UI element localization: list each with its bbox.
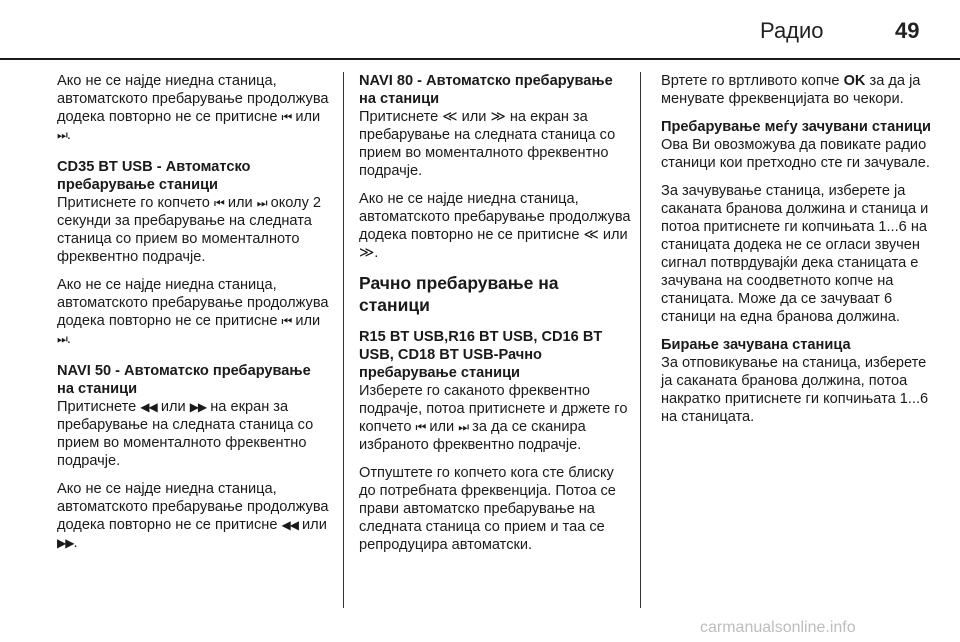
prev-icon: ⏮ [415, 420, 426, 434]
subheading: Пребарување меѓу зачувани станици [661, 119, 931, 135]
column-divider [343, 72, 344, 608]
section-heading: Рачно пребарување на станици [359, 273, 559, 315]
paragraph: За зачувување станица, изберете ја саканата бранова должина и станица и потоа притиснете ги копчињата 1...6 на станицата додека не се огласи звучен сигнал потврдувајќи дека станицата е зачувана на соодветното копче на станицата. Може да се зачуваат 6 станици на една бранова должина. [661, 183, 929, 325]
next-icon: ⏭ [57, 128, 67, 142]
prev-icon: ⏮ [281, 110, 292, 124]
page-title: Радио [760, 18, 824, 43]
paragraph: Отпуштете го копчето кога сте блиску до потребната фреквенција. Потоа се прави автоматско пребарување на следната станица со прием и таа се репродуцира автоматски. [359, 465, 616, 553]
column-right [661, 72, 937, 436]
paragraph: За отповикување на станица, изберете ја саканата бранова должина, потоа накратко притиснете ги копчињата 1...6 на станицата. [661, 355, 929, 425]
forward-icon: ▶▶ [189, 400, 207, 414]
column-divider [640, 72, 641, 608]
double-right-icon: ≫ [490, 109, 506, 125]
paragraph: Притиснете го копчето ⏮ или ⏭ околу 2 секунди за пребарување на следната станица со прием во моменталното фреквентно подрачје. [57, 195, 322, 265]
double-left-icon: ≪ [583, 227, 599, 243]
watermark: carmanualsonline.info [700, 619, 856, 636]
rewind-icon: ◀◀ [140, 400, 157, 414]
paragraph: Ова Ви овозможува да повикате радио станици кои претходно сте ги зачувале. [661, 137, 930, 171]
prev-icon: ⏮ [213, 196, 224, 210]
column-middle [359, 72, 631, 564]
forward-icon: ▶▶ [57, 536, 74, 550]
subheading: R15 BT USB,R16 BT USB, CD16 BT USB, CD18 BT USB-Рачно пребарување станици [359, 329, 603, 381]
paragraph: Изберете го саканото фреквентно подрачје, потоа притиснете и држете го копчето ⏮ или ⏭ за да се сканира избраното фреквентно подрачје. [359, 383, 628, 453]
paragraph: Ако не се најде ниедна станица, автоматското пребарување продолжува додека повторно не се притисне ≪ или ≫. [359, 191, 631, 261]
paragraph: Притиснете ◀◀ или ▶▶ на екран за пребарување на следната станица со прием во моменталното фреквентно подрачје. [57, 399, 314, 469]
subheading: CD35 BT USB - Автоматско пребарување станици [57, 159, 251, 193]
paragraph: Притиснете ≪ или ≫ на екран за пребарување на следната станица со прием во моменталното фреквентно подрачје. [359, 109, 616, 179]
ok-key-label: OK [843, 73, 866, 89]
double-left-icon: ≪ [442, 109, 458, 125]
paragraph: Ако не се најде ниедна станица, автоматското пребарување продолжува додека повторно не се притисне ⏮ или ⏭. [57, 277, 329, 347]
rewind-icon: ◀◀ [281, 518, 298, 532]
column-left [57, 72, 329, 562]
subheading: NAVI 50 - Автоматско пребарување на станици [57, 363, 311, 397]
subheading: NAVI 80 - Автоматско пребарување на станици [359, 73, 613, 107]
paragraph: Ако не се најде ниедна станица, автоматското пребарување продолжува додека повторно не се притисне ◀◀ или ▶▶. [57, 481, 329, 551]
paragraph: Ако не се најде ниедна станица, автоматското пребарување продолжува додека повторно не се притисне ⏮ или ⏭. [57, 73, 329, 143]
next-icon: ⏭ [57, 332, 67, 346]
next-icon: ⏭ [458, 420, 469, 434]
page-number: 49 [895, 18, 920, 43]
subheading: Бирање зачувана станица [661, 337, 851, 353]
paragraph: Вртете го вртливото копче OK за да ја менувате фреквенцијата во чекори. [661, 73, 921, 107]
header-divider [0, 58, 960, 60]
prev-icon: ⏮ [281, 314, 292, 328]
double-right-icon: ≫ [359, 245, 375, 261]
next-icon: ⏭ [256, 196, 267, 210]
